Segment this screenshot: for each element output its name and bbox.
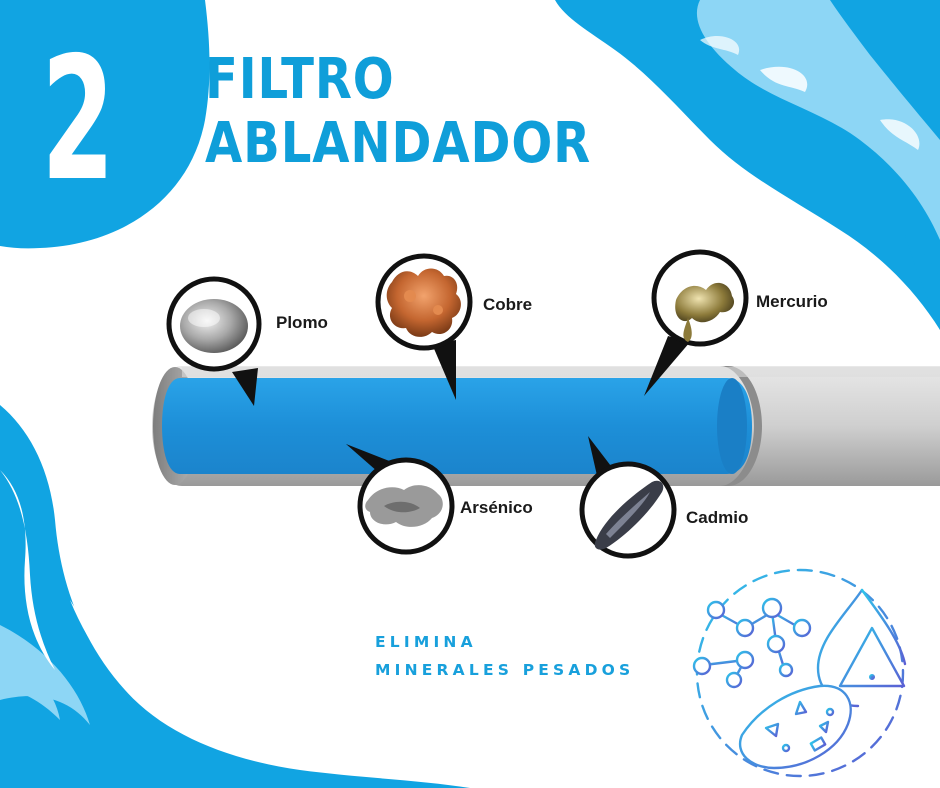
step-number: 2 bbox=[41, 21, 115, 219]
label-cobre: Cobre bbox=[483, 295, 533, 314]
title-line-1: FILTRO bbox=[205, 47, 395, 112]
label-mercurio: Mercurio bbox=[756, 292, 828, 311]
subtitle-line-1: ELIMINA bbox=[375, 633, 477, 651]
molecule-icon bbox=[694, 599, 810, 687]
contaminant-particles-icon bbox=[740, 686, 851, 768]
label-plomo: Plomo bbox=[276, 313, 328, 332]
subtitle-line-2: MINERALES PESADOS bbox=[375, 661, 635, 679]
label-cadmio: Cadmio bbox=[686, 508, 749, 527]
title-line-2: ABLANDADOR bbox=[205, 111, 592, 176]
label-arsenico: Arsénico bbox=[460, 498, 533, 517]
